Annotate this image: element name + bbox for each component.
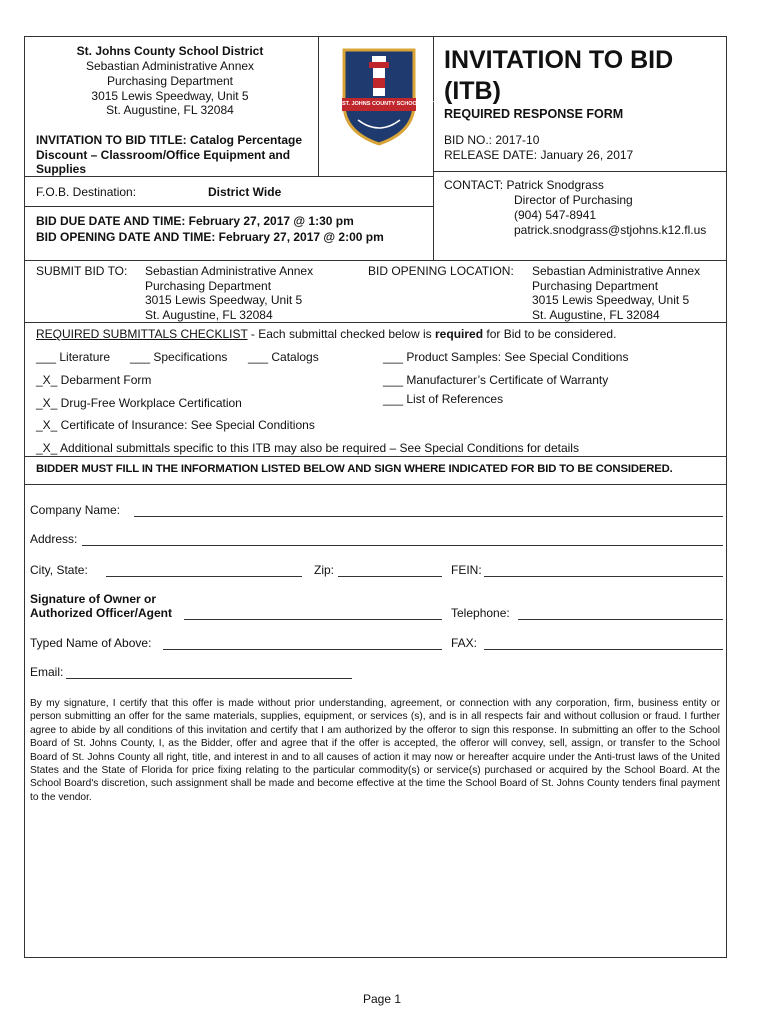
submit-line: 3015 Lewis Speedway, Unit 5 bbox=[145, 293, 303, 307]
header-bottom-divider bbox=[25, 260, 727, 261]
submit-label: SUBMIT BID TO: bbox=[36, 264, 128, 278]
header-divider-left bbox=[318, 36, 319, 176]
form-frame bbox=[24, 36, 727, 958]
submit-line: Purchasing Department bbox=[145, 279, 272, 293]
checklist-heading bbox=[36, 327, 616, 341]
contact-line2: Director of Purchasing bbox=[514, 193, 633, 207]
contact-line3: (904) 547-8941 bbox=[514, 208, 597, 222]
certification-text: By my signature, I certify that this offer is made without prior understanding, agreement, or connection with any corporation, firm, business entity or person submitting an offer for the same materials, supplies, equipment, or services (s), and is in all respects fair and without collusion or fraud. I further agree to abide by all conditions of this invitation and certify that I am authorized by the offeror to sign this response. In submitting an offer to the School Board of St. Johns County, I, as the Bidder, offer and agree that if the offer is accepted, the offeror will convey, sell, assign, or transfer to the School Board of St. Johns County all right, title, and interest in and to all causes of action it may now or hereafter acquire under the Anti-trust laws of the United States and the State of Florida for price fixing relating to the particular commodity(s) or service(s) purchased or acquired by the School Board. At the School Board's discretion, such assignment shall be made and become effective at the time the School Board of St. Johns County tenders final payment to the vendor. bbox=[30, 698, 720, 803]
bid-title-line1: INVITATION TO BID TITLE: Catalog Percentage bbox=[36, 133, 303, 147]
company-name-field[interactable] bbox=[134, 516, 723, 517]
address-label: Address: bbox=[30, 532, 78, 546]
checklist-specifications[interactable]: ___ Specifications bbox=[130, 350, 228, 364]
checklist-heading-text: for Bid to be considered. bbox=[483, 327, 617, 341]
fob-value: District Wide bbox=[208, 185, 282, 199]
header-divider-right bbox=[433, 36, 434, 261]
fax-field[interactable] bbox=[484, 649, 723, 650]
typed-name-field[interactable] bbox=[163, 649, 442, 650]
signature-label-line1: Signature of Owner or bbox=[30, 592, 157, 606]
checklist-heading-text: - Each submittal checked below is bbox=[247, 327, 436, 341]
checklist-debarment[interactable]: _X_ Debarment Form bbox=[36, 373, 152, 387]
fein-label: FEIN: bbox=[451, 563, 482, 577]
district-city: St. Augustine, FL 32084 bbox=[106, 103, 234, 117]
contact-line1: CONTACT: Patrick Snodgrass bbox=[444, 178, 604, 192]
signature-field[interactable] bbox=[184, 619, 442, 620]
zip-field[interactable] bbox=[338, 576, 442, 577]
email-label: Email: bbox=[30, 665, 64, 679]
district-department: Purchasing Department bbox=[106, 74, 234, 88]
contact-divider bbox=[434, 171, 727, 172]
city-state-label: City, State: bbox=[30, 563, 88, 577]
submit-line: St. Augustine, FL 32084 bbox=[145, 308, 273, 322]
bidder-instruction-divider bbox=[25, 484, 727, 485]
district-street: 3015 Lewis Speedway, Unit 5 bbox=[91, 89, 249, 103]
telephone-label: Telephone: bbox=[451, 606, 510, 620]
opening-location-label: BID OPENING LOCATION: bbox=[368, 264, 514, 278]
opening-location-line: St. Augustine, FL 32084 bbox=[532, 308, 660, 322]
itb-title-line2: (ITB) bbox=[444, 77, 501, 105]
checklist-literature[interactable]: ___ Literature bbox=[36, 350, 111, 364]
bid-due-date: BID DUE DATE AND TIME: February 27, 2017 @ 1:30 pm bbox=[36, 214, 354, 228]
fein-field[interactable] bbox=[484, 576, 723, 577]
fax-label: FAX: bbox=[451, 636, 478, 650]
seal-lettering: ST. JOHNS COUNTY SCHOOL DISTRICT bbox=[342, 101, 447, 107]
district-annex: Sebastian Administrative Annex bbox=[85, 59, 255, 73]
checklist-catalogs[interactable]: ___ Catalogs bbox=[248, 350, 319, 364]
checklist-drug-free[interactable]: _X_ Drug-Free Workplace Certification bbox=[36, 396, 242, 410]
bid-opening-date: BID OPENING DATE AND TIME: February 27, 2017 @ 2:00 pm bbox=[36, 230, 384, 244]
telephone-field[interactable] bbox=[518, 619, 723, 620]
checklist-heading-title: REQUIRED SUBMITTALS CHECKLIST bbox=[36, 327, 248, 341]
opening-location-line: Sebastian Administrative Annex bbox=[532, 264, 701, 278]
city-state-field[interactable] bbox=[106, 576, 302, 577]
checklist-additional[interactable]: _X_ Additional submittals specific to this ITB may also be required – See Special Conditions for details bbox=[36, 441, 579, 455]
checklist-heading-required: required bbox=[435, 327, 484, 341]
submit-divider bbox=[25, 322, 727, 323]
fob-label: F.O.B. Destination: bbox=[36, 185, 137, 199]
bidder-instruction: BIDDER MUST FILL IN THE INFORMATION LISTED BELOW AND SIGN WHERE INDICATED FOR BID TO BE CONSIDERED. bbox=[36, 463, 673, 475]
district-name: St. Johns County School District bbox=[76, 44, 264, 58]
fob-bottom-divider bbox=[25, 206, 434, 207]
typed-name-label: Typed Name of Above: bbox=[30, 636, 152, 650]
fob-divider bbox=[25, 176, 434, 177]
opening-location-line: 3015 Lewis Speedway, Unit 5 bbox=[532, 293, 690, 307]
zip-label: Zip: bbox=[314, 563, 335, 577]
page-number: Page 1 bbox=[363, 992, 402, 1006]
release-date: RELEASE DATE: January 26, 2017 bbox=[444, 148, 634, 162]
address-field[interactable] bbox=[82, 545, 723, 546]
bid-number: BID NO.: 2017-10 bbox=[444, 133, 540, 147]
itb-title-line1: INVITATION TO BID bbox=[444, 46, 674, 74]
itb-subtitle: REQUIRED RESPONSE FORM bbox=[444, 107, 624, 121]
district-seal-logo bbox=[338, 44, 447, 146]
checklist-divider bbox=[25, 456, 727, 457]
contact-email: patrick.snodgrass@stjohns.k12.fl.us bbox=[514, 223, 707, 237]
checklist-insurance[interactable]: _X_ Certificate of Insurance: See Special Conditions bbox=[36, 418, 315, 432]
email-field[interactable] bbox=[66, 678, 352, 679]
bid-title-line2: Discount – Classroom/Office Equipment and bbox=[36, 148, 291, 162]
checklist-product-samples[interactable]: ___ Product Samples: See Special Conditions bbox=[383, 350, 629, 364]
submit-line: Sebastian Administrative Annex bbox=[145, 264, 314, 278]
checklist-warranty[interactable]: ___ Manufacturer’s Certificate of Warranty bbox=[383, 373, 609, 387]
company-name-label: Company Name: bbox=[30, 503, 121, 517]
checklist-references[interactable]: ___ List of References bbox=[383, 392, 504, 406]
opening-location-line: Purchasing Department bbox=[532, 279, 659, 293]
signature-label-line2: Authorized Officer/Agent bbox=[30, 606, 173, 620]
bid-title-line3: Supplies bbox=[36, 162, 87, 176]
